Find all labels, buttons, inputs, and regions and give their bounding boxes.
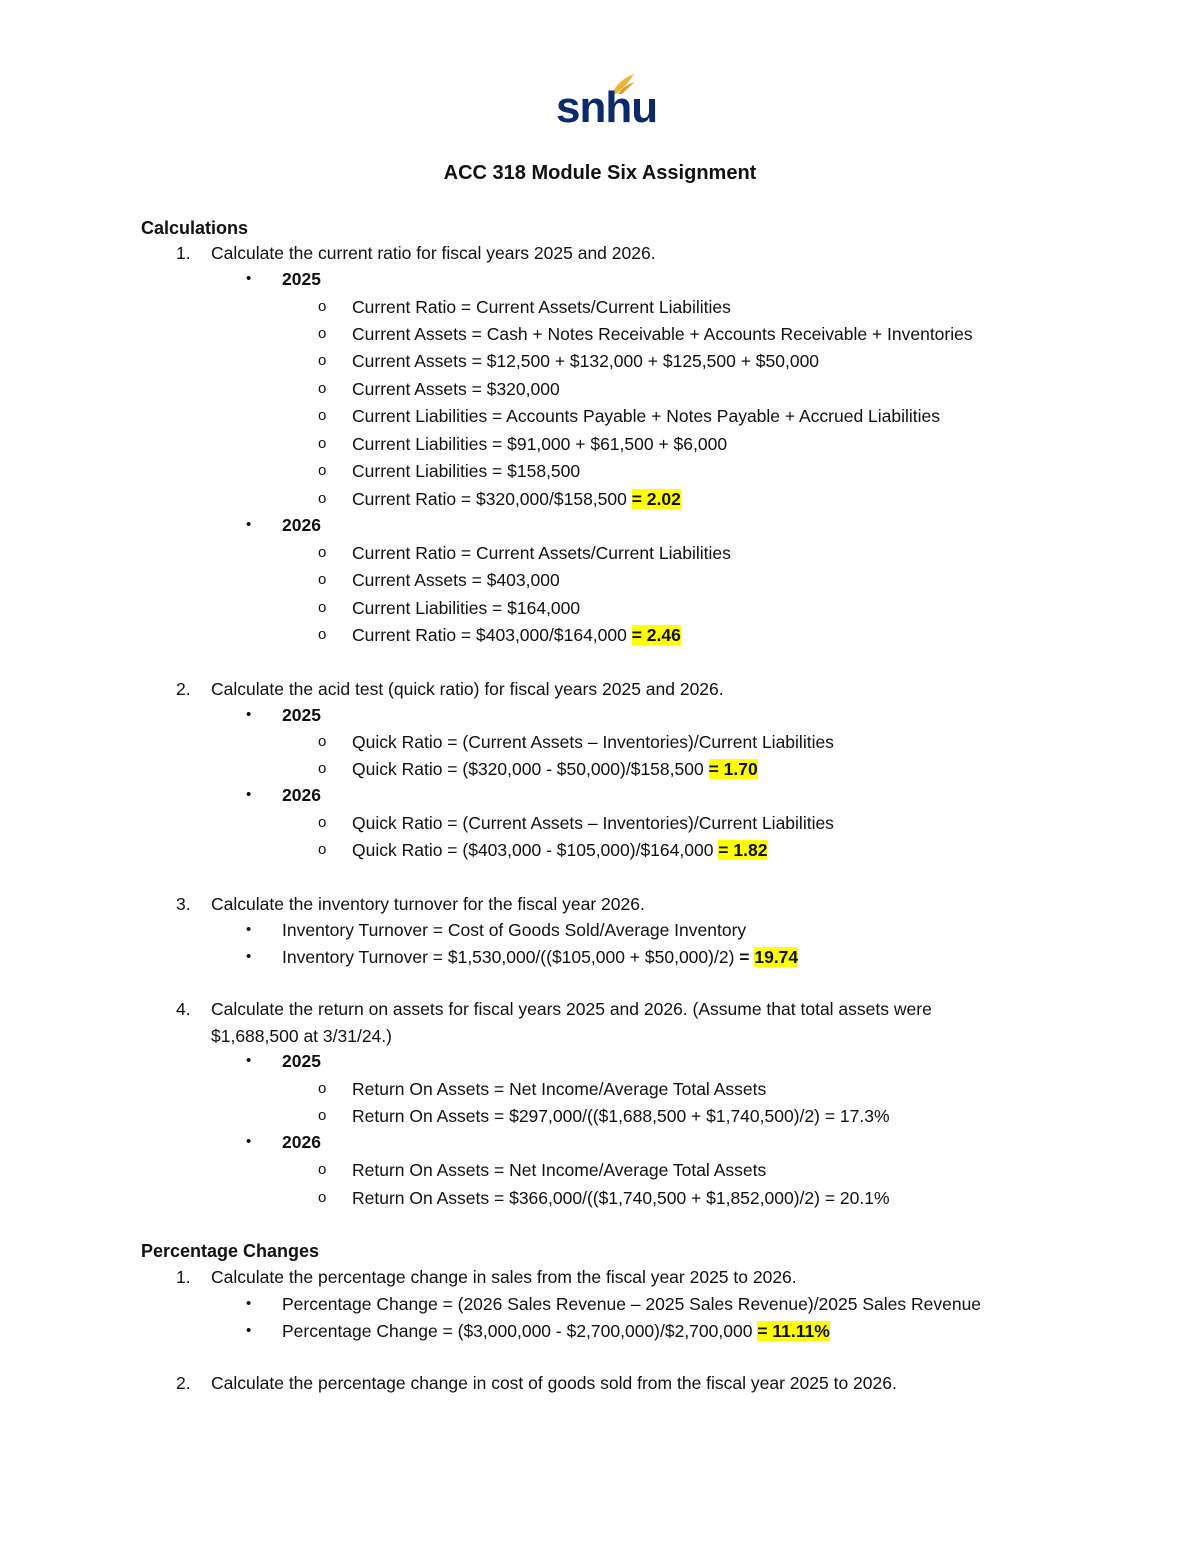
circle-marker: o [318,298,327,315]
formula-text: Current Ratio = $403,000/$164,000 [352,625,632,645]
bullet-marker: • [246,1052,252,1069]
section-heading-percentage-changes: Percentage Changes [141,1241,320,1261]
circle-marker: o [318,462,327,479]
bullet-marker: • [246,1322,252,1339]
formula-text: Current Ratio = $320,000/$158,500 [352,489,632,509]
logo-text: snhu [556,83,658,132]
snhu-logo [556,72,658,134]
year-label: 2026 [282,785,321,805]
item-number: 2. [176,679,191,699]
circle-marker: o [318,760,327,777]
bullet-marker: • [246,1133,252,1150]
circle-marker: o [318,841,327,858]
bullet-marker: • [246,1295,252,1312]
circle-marker: o [318,407,327,424]
pc-question-2-text: Calculate the percentage change in cost of goods sold from the fiscal year 2025 to 2026. [211,1373,897,1393]
formula-line: Current Liabilities = $164,000 [352,598,581,618]
formula-line: Return On Assets = Net Income/Average Total Assets [352,1079,767,1099]
formula-line: Current Assets = $320,000 [352,379,560,399]
year-label: 2025 [282,1051,321,1071]
formula-line: Current Assets = Cash + Notes Receivable + Accounts Receivable + Inventories [352,324,973,344]
formula-line: Quick Ratio = (Current Assets – Inventories)/Current Liabilities [352,732,834,752]
page-title: ACC 318 Module Six Assignment [443,162,757,184]
formula-text: Quick Ratio = ($403,000 - $105,000)/$164,000 [352,840,719,860]
circle-marker: o [318,435,327,452]
question-4-text-cont: $1,688,500 at 3/31/24.) [211,1026,392,1046]
circle-marker: o [318,352,327,369]
circle-marker: o [318,544,327,561]
formula-line-result [282,946,798,968]
formula-text: Inventory Turnover = $1,530,000/(($105,000 + $50,000)/2) [282,947,740,967]
formula-line-result [352,839,767,861]
item-number: 4. [176,999,191,1019]
item-number: 2. [176,1373,191,1393]
question-3-text: Calculate the inventory turnover for the fiscal year 2026. [211,894,645,914]
highlighted-result: = 1.82 [718,840,768,860]
bullet-marker: • [246,516,252,533]
circle-marker: o [318,490,327,507]
circle-marker: o [318,626,327,643]
equals-sign: = [739,947,755,967]
formula-line: Quick Ratio = (Current Assets – Inventories)/Current Liabilities [352,813,834,833]
year-label: 2026 [282,515,321,535]
year-label: 2025 [282,269,321,289]
question-1-text: Calculate the current ratio for fiscal years 2025 and 2026. [211,243,656,263]
item-number: 3. [176,894,191,914]
formula-line-result [352,488,681,510]
circle-marker: o [318,814,327,831]
formula-text: Percentage Change = ($3,000,000 - $2,700,000)/$2,700,000 [282,1321,758,1341]
bullet-marker: • [246,948,252,965]
formula-line: Current Assets = $12,500 + $132,000 + $125,500 + $50,000 [352,351,820,371]
circle-marker: o [318,325,327,342]
formula-line: Percentage Change = (2026 Sales Revenue – 2025 Sales Revenue)/2025 Sales Revenue [282,1294,982,1314]
formula-line: Current Ratio = Current Assets/Current Liabilities [352,543,731,563]
question-2-text: Calculate the acid test (quick ratio) for fiscal years 2025 and 2026. [211,679,724,699]
pc-question-1-text: Calculate the percentage change in sales from the fiscal year 2025 to 2026. [211,1267,797,1287]
item-number: 1. [176,243,191,263]
formula-line: Current Liabilities = $91,000 + $61,500 + $6,000 [352,434,728,454]
highlighted-result: = 1.70 [708,759,758,779]
circle-marker: o [318,1107,327,1124]
circle-marker: o [318,733,327,750]
formula-line-result [282,1320,830,1342]
circle-marker: o [318,380,327,397]
circle-marker: o [318,571,327,588]
formula-line: Current Liabilities = $158,500 [352,461,581,481]
formula-line: Inventory Turnover = Cost of Goods Sold/Average Inventory [282,920,747,940]
year-label: 2025 [282,705,321,725]
question-4-text: Calculate the return on assets for fiscal years 2025 and 2026. (Assume that total assets were [211,999,932,1019]
year-label: 2026 [282,1132,321,1152]
circle-marker: o [318,1161,327,1178]
bullet-marker: • [246,270,252,287]
highlighted-result: 19.74 [754,947,799,967]
circle-marker: o [318,599,327,616]
highlighted-result: = 2.46 [631,625,681,645]
formula-line-result [352,624,681,646]
formula-text: Quick Ratio = ($320,000 - $50,000)/$158,500 [352,759,709,779]
bullet-marker: • [246,786,252,803]
formula-line: Current Assets = $403,000 [352,570,560,590]
highlighted-result: = 11.11% [757,1321,830,1341]
formula-line: Current Liabilities = Accounts Payable + Notes Payable + Accrued Liabilities [352,406,941,426]
formula-line: Return On Assets = $297,000/(($1,688,500 + $1,740,500)/2) = 17.3% [352,1106,890,1126]
formula-line: Return On Assets = $366,000/(($1,740,500 + $1,852,000)/2) = 20.1% [352,1188,890,1208]
highlighted-result: = 2.02 [631,489,681,509]
formula-line-result [352,758,758,780]
bullet-marker: • [246,921,252,938]
section-heading-calculations: Calculations [141,218,249,238]
circle-marker: o [318,1189,327,1206]
formula-line: Current Ratio = Current Assets/Current Liabilities [352,297,731,317]
circle-marker: o [318,1080,327,1097]
formula-line: Return On Assets = Net Income/Average Total Assets [352,1160,767,1180]
item-number: 1. [176,1267,191,1287]
bullet-marker: • [246,706,252,723]
